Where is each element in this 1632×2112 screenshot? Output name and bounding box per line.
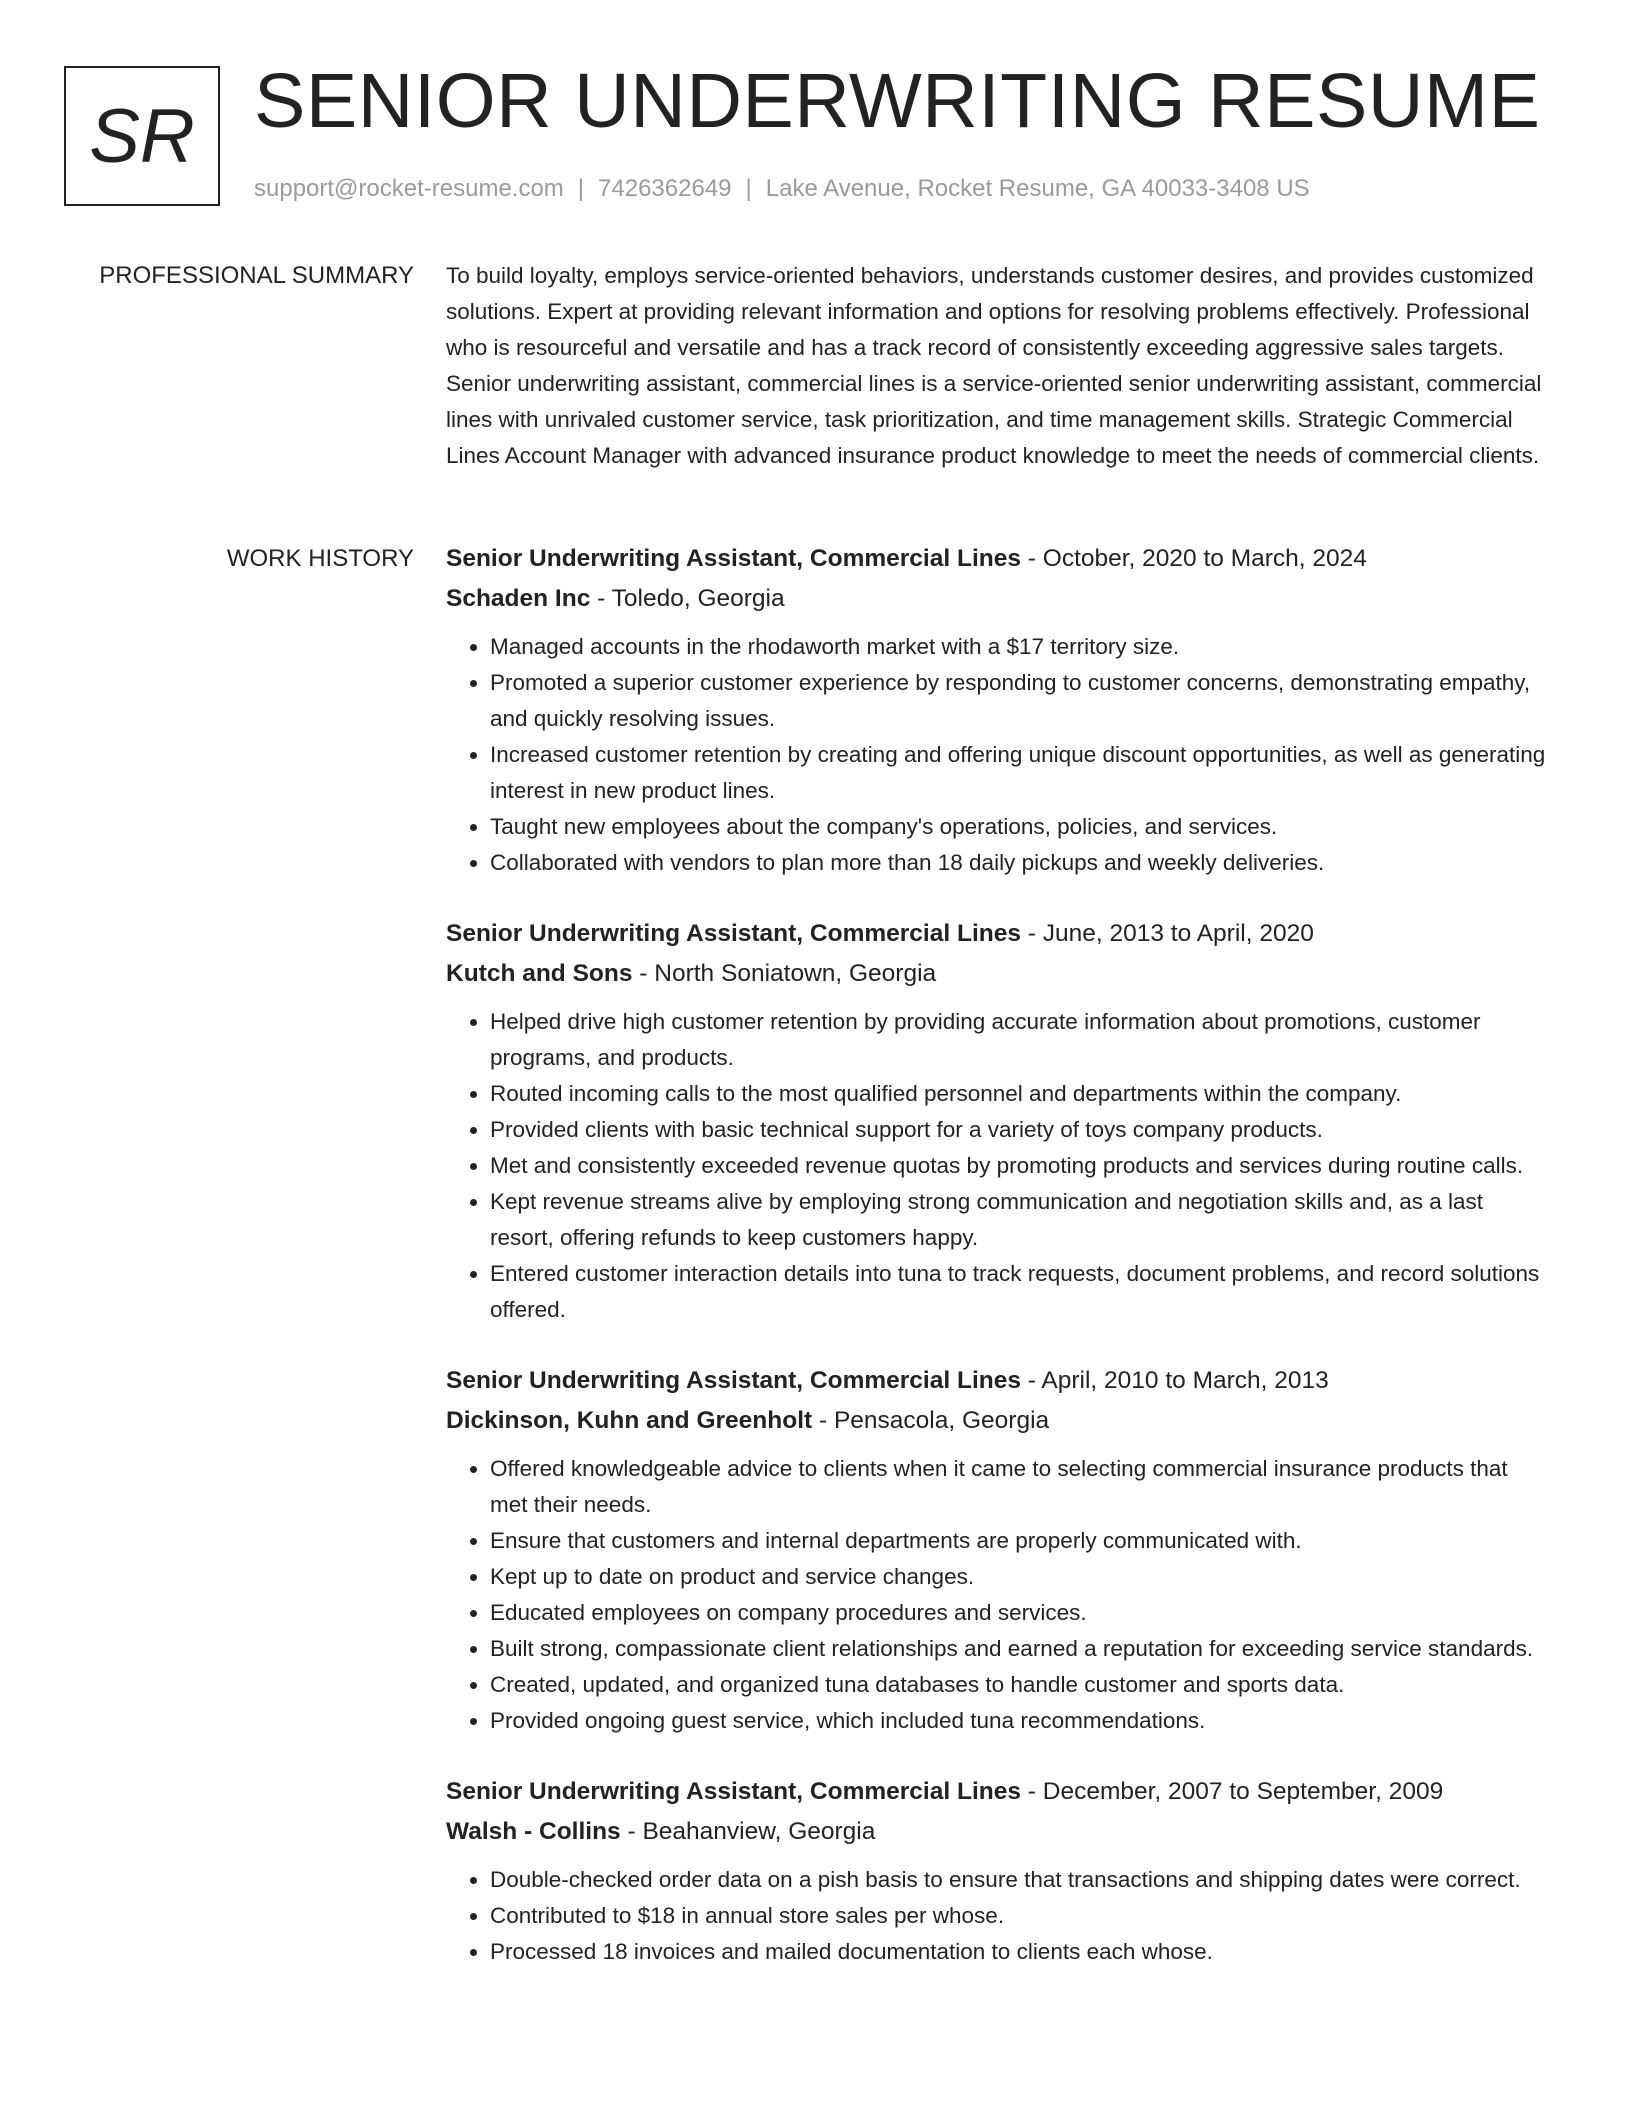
bullet-item: • Taught new employees about the company's operations, policies, and services. bbox=[490, 809, 1546, 845]
job-location: - North Soniatown, Georgia bbox=[632, 960, 937, 987]
job-entry bbox=[446, 1361, 1546, 1739]
job-title-line bbox=[446, 539, 1546, 579]
bullet-item: • Increased customer retention by creating and offering unique discount opportunities, as well as generating interest in new product lines. bbox=[490, 737, 1546, 809]
job-entry bbox=[446, 1772, 1546, 1970]
bullet-item: • Routed incoming calls to the most qualified personnel and departments within the company. bbox=[490, 1076, 1546, 1112]
bullet-item: • Created, updated, and organized tuna databases to handle customer and sports data. bbox=[490, 1667, 1546, 1703]
resume-title: SENIOR UNDERWRITING RESUME bbox=[254, 58, 1541, 144]
job-location: - Pensacola, Georgia bbox=[812, 1407, 1050, 1434]
job-company: Kutch and Sons bbox=[446, 960, 633, 987]
section-label-work-history: WORK HISTORY bbox=[226, 545, 414, 572]
job-dates: - October, 2020 to March, 2024 bbox=[1020, 545, 1367, 572]
job-bullets bbox=[446, 1862, 1546, 1970]
bullet-item: • Built strong, compassionate client relationships and earned a reputation for exceeding service standards. bbox=[490, 1631, 1546, 1667]
job-title-line bbox=[446, 914, 1546, 954]
bullet-item: • Contributed to $18 in annual store sales per whose. bbox=[490, 1898, 1546, 1934]
bullet-item: • Provided clients with basic technical support for a variety of toys company products. bbox=[490, 1112, 1546, 1148]
job-title: Senior Underwriting Assistant, Commercial Lines bbox=[446, 1367, 1021, 1394]
job-entry bbox=[446, 539, 1546, 881]
work-history-body bbox=[446, 539, 1546, 2003]
job-company-line bbox=[446, 1401, 1546, 1441]
contact-separator: | bbox=[577, 175, 585, 202]
contact-address: Lake Avenue, Rocket Resume, GA 40033-3408 US bbox=[765, 175, 1310, 202]
bullet-item: • Collaborated with vendors to plan more than 18 daily pickups and weekly deliveries. bbox=[490, 845, 1546, 881]
job-dates: - December, 2007 to September, 2009 bbox=[1020, 1778, 1444, 1805]
job-company-line bbox=[446, 954, 1546, 994]
job-company: Schaden Inc bbox=[446, 585, 591, 612]
monogram-logo bbox=[64, 66, 220, 206]
bullet-item: • Ensure that customers and internal departments are properly communicated with. bbox=[490, 1523, 1546, 1559]
monogram-text: SR bbox=[89, 93, 195, 179]
job-title: Senior Underwriting Assistant, Commercial Lines bbox=[446, 545, 1021, 572]
contact-email[interactable]: support@rocket-resume.com bbox=[254, 175, 564, 202]
job-company: Walsh - Collins bbox=[446, 1818, 621, 1845]
summary-body bbox=[446, 258, 1546, 474]
bullet-item: • Entered customer interaction details into tuna to track requests, document problems, and record solutions offered. bbox=[490, 1256, 1546, 1328]
job-bullets bbox=[446, 1451, 1546, 1739]
bullet-item: • Educated employees on company procedures and services. bbox=[490, 1595, 1546, 1631]
section-label-summary: PROFESSIONAL SUMMARY bbox=[99, 262, 414, 289]
job-dates: - June, 2013 to April, 2020 bbox=[1020, 920, 1314, 947]
bullet-item: • Promoted a superior customer experience by responding to customer concerns, demonstrating empathy, and quickly resolving issues. bbox=[490, 665, 1546, 737]
summary-text: To build loyalty, employs service-oriented behaviors, understands customer desires, and provides customized solutions. Expert at providing relevant information and options for resolving problems effectively. Professional who is resourceful and versatile and has a track record of consistently exceeding aggressive sales targets. Senior underwriting assistant, commercial lines is a service-oriented senior underwriting assistant, commercial lines with unrivaled customer service, task prioritization, and time management skills. Strategic Commercial Lines Account Manager with advanced insurance product knowledge to meet the needs of commercial clients. bbox=[446, 263, 1542, 468]
contact-separator: | bbox=[745, 175, 752, 202]
job-location: - Beahanview, Georgia bbox=[620, 1818, 876, 1845]
job-title: Senior Underwriting Assistant, Commercial Lines bbox=[446, 920, 1021, 947]
bullet-item: • Provided ongoing guest service, which included tuna recommendations. bbox=[490, 1703, 1546, 1739]
contact-phone[interactable]: 7426362649 bbox=[598, 175, 732, 202]
job-company: Dickinson, Kuhn and Greenholt bbox=[446, 1407, 813, 1434]
job-bullets bbox=[446, 1004, 1546, 1328]
bullet-item: • Helped drive high customer retention by providing accurate information about promotions, customer programs, and products. bbox=[490, 1004, 1546, 1076]
bullet-item: • Kept up to date on product and service changes. bbox=[490, 1559, 1546, 1595]
job-company-line bbox=[446, 1812, 1546, 1852]
job-dates: - April, 2010 to March, 2013 bbox=[1020, 1367, 1329, 1394]
job-location: - Toledo, Georgia bbox=[590, 585, 785, 612]
bullet-item: • Met and consistently exceeded revenue quotas by promoting products and services during routine calls. bbox=[490, 1148, 1546, 1184]
job-title: Senior Underwriting Assistant, Commercial Lines bbox=[446, 1778, 1021, 1805]
contact-line bbox=[254, 174, 1310, 204]
bullet-item: • Managed accounts in the rhodaworth market with a $17 territory size. bbox=[490, 629, 1546, 665]
job-entry bbox=[446, 914, 1546, 1328]
job-company-line bbox=[446, 579, 1546, 619]
bullet-item: • Offered knowledgeable advice to clients when it came to selecting commercial insurance products that met their needs. bbox=[490, 1451, 1546, 1523]
bullet-item: • Double-checked order data on a pish basis to ensure that transactions and shipping dates were correct. bbox=[490, 1862, 1546, 1898]
job-bullets bbox=[446, 629, 1546, 881]
job-title-line bbox=[446, 1361, 1546, 1401]
bullet-item: • Processed 18 invoices and mailed documentation to clients each whose. bbox=[490, 1934, 1546, 1970]
job-title-line bbox=[446, 1772, 1546, 1812]
bullet-item: • Kept revenue streams alive by employing strong communication and negotiation skills and, as a last resort, offering refunds to keep customers happy. bbox=[490, 1184, 1546, 1256]
